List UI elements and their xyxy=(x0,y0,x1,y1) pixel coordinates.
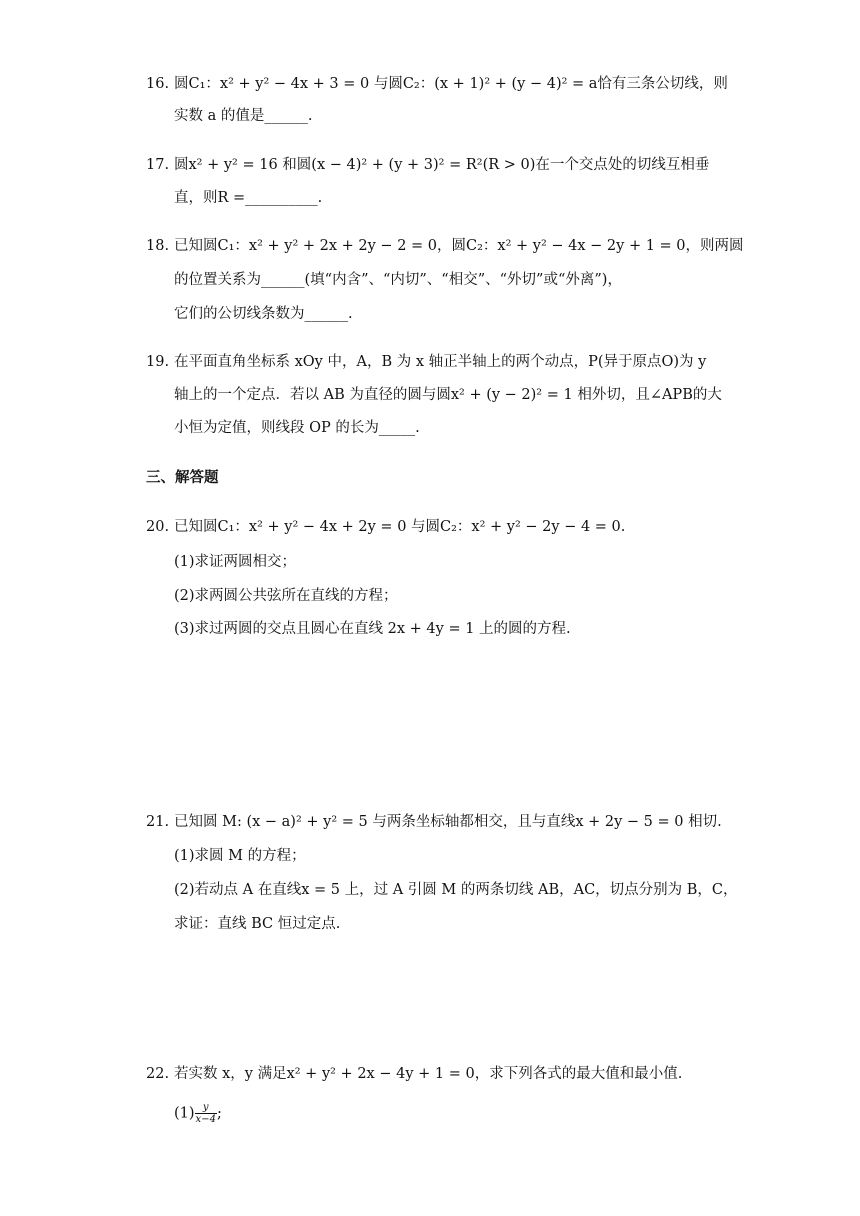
question-number: 16. xyxy=(146,76,170,92)
question-text-line: 已知圆C₁：x² + y² + 2x + 2y − 2 = 0，圆C₂：x² + y² − 4x − 2y + 1 = 0，则两圆 xyxy=(174,238,744,254)
question-subpart: (1)求证两圆相交； xyxy=(174,554,297,570)
question-text-line: 在平面直角坐标系 xOy 中，A，B 为 x 轴正半轴上的两个动点，P(异于原点O)为 y xyxy=(174,354,707,370)
fraction xyxy=(195,1102,217,1125)
question-text-line: 若实数 x，y 满足x² + y² + 2x − 4y + 1 = 0，求下列各式的最大值和最小值. xyxy=(174,1066,683,1082)
question-subpart xyxy=(174,1102,222,1125)
question-text-line: 圆C₁：x² + y² − 4x + 3 = 0 与圆C₂：(x + 1)² + (y − 4)² = a恰有三条公切线，则 xyxy=(174,76,728,92)
question-number: 18. xyxy=(146,238,170,254)
fraction-numerator: y xyxy=(195,1102,217,1114)
question-number: 19. xyxy=(146,354,170,370)
fraction-denominator: x−4 xyxy=(195,1114,216,1125)
question-text-line: 实数 a 的值是______. xyxy=(174,108,313,124)
subpart-suffix: ; xyxy=(216,1105,222,1122)
question-text-line: 轴上的一个定点．若以 AB 为直径的圆与圆x² + (y − 2)² = 1 相外切，且∠APB的大 xyxy=(174,387,722,403)
question-subpart: (2)若动点 A 在直线x = 5 上，过 A 引圆 M 的两条切线 AB，AC，切点分别为 B，C， xyxy=(174,882,738,898)
question-number: 17. xyxy=(146,157,170,173)
question-text-line: 已知圆C₁：x² + y² − 4x + 2y = 0 与圆C₂：x² + y² − 2y − 4 = 0. xyxy=(174,519,626,535)
question-number: 22. xyxy=(146,1066,170,1082)
question-number: 21. xyxy=(146,814,170,830)
question-text-line: 小恒为定值，则线段 OP 的长为_____. xyxy=(174,420,420,436)
section-heading: 三、解答题 xyxy=(146,469,219,486)
question-subpart: (2)求两圆公共弦所在直线的方程； xyxy=(174,588,398,604)
question-text-line: 已知圆 M: (x − a)² + y² = 5 与两条坐标轴都相交，且与直线x + 2y − 5 = 0 相切. xyxy=(174,814,722,830)
question-text-line: 它们的公切线条数为______. xyxy=(174,306,353,322)
question-text-line: 圆x² + y² = 16 和圆(x − 4)² + (y + 3)² = R²(R > 0)在一个交点处的切线互相垂 xyxy=(174,157,710,173)
question-subpart: (1)求圆 M 的方程； xyxy=(174,848,306,864)
subpart-label: (1) xyxy=(174,1105,195,1122)
question-subpart: (3)求过两圆的交点且圆心在直线 2x + 4y = 1 上的圆的方程. xyxy=(174,621,571,637)
question-number: 20. xyxy=(146,519,170,535)
question-subpart: 求证：直线 BC 恒过定点. xyxy=(174,916,341,932)
question-text-line: 直，则R =__________. xyxy=(174,190,323,206)
question-text-line: 的位置关系为______(填“内含”、“内切”、“相交”、“外切”或“外离”)， xyxy=(174,272,622,288)
